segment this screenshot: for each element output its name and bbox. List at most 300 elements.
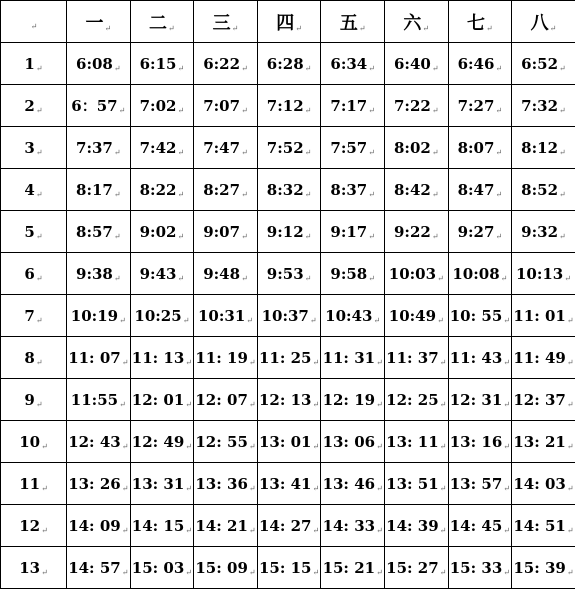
time-cell-text: 12: 25: [386, 390, 439, 409]
paragraph-mark-icon: ↵: [185, 525, 192, 535]
paragraph-mark-icon: ↵: [35, 63, 43, 73]
time-cell-text: 9:17: [330, 222, 368, 241]
time-cell-text: 10: 55: [449, 306, 503, 325]
time-cell-text: 8:07: [457, 138, 495, 157]
time-cell: [130, 547, 194, 589]
time-cell-text: 13: 36: [195, 474, 248, 493]
time-cell-text: 9:02: [139, 222, 177, 241]
paragraph-mark-icon: ↵: [486, 23, 493, 33]
paragraph-mark-icon: ↵: [41, 567, 48, 577]
table-row: [1, 295, 575, 337]
column-header-text: 六: [403, 12, 422, 34]
column-header-text: 八: [530, 12, 549, 34]
time-cell: [384, 547, 448, 589]
paragraph-mark-icon: ↵: [182, 315, 190, 325]
row-number-text: 12: [19, 516, 41, 535]
time-cell: [130, 295, 194, 337]
time-cell-text: 14: 03: [513, 474, 566, 493]
header-row: [1, 1, 575, 43]
time-cell-text: 13: 41: [258, 474, 312, 493]
paragraph-mark-icon: ↵: [312, 399, 320, 409]
table-row: [1, 337, 575, 379]
paragraph-mark-icon: ↵: [35, 357, 43, 367]
time-cell: [448, 463, 512, 505]
time-cell-text: 10:03: [388, 264, 437, 283]
row-number: [1, 463, 67, 505]
time-cell: [194, 505, 258, 547]
time-cell: [257, 169, 321, 211]
time-cell-text: 10:08: [452, 264, 500, 283]
paragraph-mark-icon: ↵: [231, 23, 239, 33]
time-cell: [321, 169, 385, 211]
paragraph-mark-icon: ↵: [439, 399, 447, 409]
time-cell: [384, 379, 448, 421]
time-cell-text: 8:22: [139, 180, 177, 199]
time-cell: [257, 463, 321, 505]
time-cell: [512, 169, 575, 211]
time-cell: [512, 337, 575, 379]
time-cell: [67, 169, 131, 211]
table-row: [1, 379, 575, 421]
paragraph-mark-icon: ↵: [312, 525, 320, 535]
row-number-text: 3: [24, 138, 35, 157]
row-number: [1, 337, 67, 379]
time-cell: [67, 379, 131, 421]
paragraph-mark-icon: ↵: [248, 441, 256, 451]
time-cell-text: 7:07: [203, 96, 241, 115]
time-cell: [130, 169, 194, 211]
time-cell-text: 14: 45: [449, 516, 503, 535]
time-cell: [321, 127, 385, 169]
time-cell-text: 14: 57: [68, 558, 121, 577]
paragraph-mark-icon: ↵: [312, 357, 320, 367]
paragraph-mark-icon: ↵: [495, 189, 503, 199]
time-cell-text: 14: 09: [68, 516, 121, 535]
row-number: [1, 379, 67, 421]
paragraph-mark-icon: ↵: [376, 441, 383, 451]
row-number-text: 6: [24, 264, 35, 283]
time-cell-text: 9:48: [203, 264, 241, 283]
paragraph-mark-icon: ↵: [119, 315, 126, 325]
time-cell-text: 13: 46: [322, 474, 376, 493]
time-cell-text: 8:57: [76, 222, 113, 241]
table-row: [1, 85, 575, 127]
paragraph-mark-icon: ↵: [119, 399, 126, 409]
corner-cell: [1, 1, 67, 43]
paragraph-mark-icon: ↵: [177, 63, 185, 73]
time-cell-text: 15: 27: [386, 558, 439, 577]
paragraph-mark-icon: ↵: [113, 147, 121, 157]
paragraph-mark-icon: ↵: [241, 105, 248, 115]
column-header-text: 三: [212, 12, 231, 34]
paragraph-mark-icon: ↵: [177, 147, 185, 157]
paragraph-mark-icon: ↵: [185, 357, 192, 367]
row-number: [1, 85, 67, 127]
paragraph-mark-icon: ↵: [304, 273, 312, 283]
time-cell-text: 8:27: [203, 180, 241, 199]
time-cell: [512, 421, 575, 463]
time-cell: [321, 43, 385, 85]
time-cell-text: 11: 49: [513, 348, 566, 367]
paragraph-mark-icon: ↵: [121, 525, 129, 535]
time-cell-text: 13: 26: [68, 474, 121, 493]
table-row: [1, 547, 575, 589]
time-cell: [448, 337, 512, 379]
time-cell-text: 8:32: [266, 180, 304, 199]
time-cell: [194, 337, 258, 379]
time-cell-text: 10:25: [134, 306, 182, 325]
column-header: [130, 1, 194, 43]
paragraph-mark-icon: ↵: [431, 147, 439, 157]
time-cell-text: 8:52: [521, 180, 559, 199]
paragraph-mark-icon: ↵: [437, 315, 444, 325]
paragraph-mark-icon: ↵: [41, 441, 48, 451]
paragraph-mark-icon: ↵: [431, 189, 439, 199]
paragraph-mark-icon: ↵: [246, 315, 253, 325]
paragraph-mark-icon: ↵: [495, 231, 503, 241]
time-cell-text: 11: 07: [68, 348, 121, 367]
time-cell: [384, 295, 448, 337]
column-header: [194, 1, 258, 43]
time-cell-text: 6:46: [457, 54, 495, 73]
time-cell: [448, 253, 512, 295]
time-cell-text: 12: 13: [258, 390, 312, 409]
paragraph-mark-icon: ↵: [295, 23, 302, 33]
column-header: [67, 1, 131, 43]
paragraph-mark-icon: ↵: [241, 189, 248, 199]
time-cell: [448, 505, 512, 547]
time-cell: [194, 421, 258, 463]
row-number: [1, 127, 67, 169]
time-cell-text: 9:12: [266, 222, 304, 241]
row-number: [1, 43, 67, 85]
time-cell: [130, 505, 194, 547]
paragraph-mark-icon: ↵: [177, 273, 185, 283]
timetable-body: [1, 1, 575, 589]
time-cell-text: 15: 09: [195, 558, 248, 577]
time-cell: [67, 337, 131, 379]
time-cell-text: 10:43: [325, 306, 373, 325]
time-cell: [321, 421, 385, 463]
time-cell-text: 13: 16: [449, 432, 503, 451]
time-cell: [257, 43, 321, 85]
paragraph-mark-icon: ↵: [439, 441, 447, 451]
paragraph-mark-icon: ↵: [439, 567, 447, 577]
paragraph-mark-icon: ↵: [437, 273, 444, 283]
paragraph-mark-icon: ↵: [439, 483, 447, 493]
paragraph-mark-icon: ↵: [376, 357, 383, 367]
time-cell: [67, 505, 131, 547]
paragraph-mark-icon: ↵: [241, 231, 248, 241]
paragraph-mark-icon: ↵: [35, 189, 43, 199]
time-cell: [194, 253, 258, 295]
time-cell: [512, 253, 575, 295]
paragraph-mark-icon: ↵: [35, 105, 43, 115]
paragraph-mark-icon: ↵: [559, 147, 566, 157]
paragraph-mark-icon: ↵: [113, 231, 121, 241]
row-number-text: 1: [24, 54, 35, 73]
paragraph-mark-icon: ↵: [185, 567, 192, 577]
paragraph-mark-icon: ↵: [431, 105, 439, 115]
paragraph-mark-icon: ↵: [304, 189, 312, 199]
time-cell: [384, 505, 448, 547]
time-cell-text: 12: 19: [322, 390, 376, 409]
paragraph-mark-icon: ↵: [185, 483, 192, 493]
time-cell: [512, 211, 575, 253]
paragraph-mark-icon: ↵: [118, 106, 126, 115]
paragraph-mark-icon: ↵: [241, 273, 248, 283]
time-cell: [130, 421, 194, 463]
paragraph-mark-icon: ↵: [431, 63, 439, 73]
row-number: [1, 169, 67, 211]
time-cell: [512, 547, 575, 589]
time-cell: [194, 43, 258, 85]
column-header: [512, 1, 575, 43]
time-cell-text: 13: 11: [386, 432, 439, 451]
paragraph-mark-icon: ↵: [121, 357, 129, 367]
time-cell: [384, 169, 448, 211]
time-cell: [67, 547, 131, 589]
paragraph-mark-icon: ↵: [177, 189, 185, 199]
paragraph-mark-icon: ↵: [121, 567, 129, 577]
paragraph-mark-icon: ↵: [495, 147, 503, 157]
time-cell-text: 10:13: [515, 264, 564, 283]
paragraph-mark-icon: ↵: [566, 357, 574, 367]
time-cell: [384, 127, 448, 169]
paragraph-mark-icon: ↵: [113, 189, 121, 199]
time-cell: [194, 85, 258, 127]
time-cell-text: 7:42: [139, 138, 177, 157]
time-cell: [257, 421, 321, 463]
time-cell: [130, 43, 194, 85]
time-cell: [448, 421, 512, 463]
time-cell: [448, 295, 512, 337]
time-cell: [448, 85, 512, 127]
time-cell: [512, 463, 575, 505]
time-cell-text: 12: 01: [131, 390, 185, 409]
row-number: [1, 253, 67, 295]
row-number: [1, 547, 67, 589]
time-cell-text: 11: 01: [513, 306, 566, 325]
row-number-text: 2: [24, 96, 35, 115]
time-cell-text: 7:37: [76, 138, 113, 157]
paragraph-mark-icon: ↵: [566, 483, 574, 493]
paragraph-mark-icon: ↵: [104, 23, 112, 33]
time-cell-text: 8:17: [76, 180, 113, 199]
paragraph-mark-icon: ↵: [495, 105, 503, 115]
time-cell: [321, 547, 385, 589]
row-number-text: 10: [19, 432, 41, 451]
time-cell: [321, 85, 385, 127]
time-cell: [384, 421, 448, 463]
time-cell-text: 13: 06: [322, 432, 376, 451]
time-cell: [67, 127, 131, 169]
time-cell-text: 7:47: [203, 138, 241, 157]
time-cell-text: 11:55: [70, 390, 119, 409]
time-cell: [257, 505, 321, 547]
time-cell-text: 9:32: [521, 222, 559, 241]
time-cell: [130, 463, 194, 505]
paragraph-mark-icon: ↵: [564, 273, 571, 283]
time-cell-text: 13: 57: [449, 474, 503, 493]
paragraph-mark-icon: ↵: [312, 567, 320, 577]
time-cell-text: 6:52: [521, 54, 559, 73]
time-cell: [321, 211, 385, 253]
time-cell-text: 6：57: [71, 97, 118, 115]
time-cell: [321, 379, 385, 421]
paragraph-mark-icon: ↵: [35, 147, 43, 157]
column-header: [384, 1, 448, 43]
paragraph-mark-icon: ↵: [566, 315, 574, 325]
paragraph-mark-icon: ↵: [373, 315, 381, 325]
time-cell: [130, 85, 194, 127]
paragraph-mark-icon: ↵: [304, 105, 312, 115]
paragraph-mark-icon: ↵: [30, 22, 38, 31]
time-cell: [512, 43, 575, 85]
time-cell-text: 6:15: [139, 54, 177, 73]
time-cell-text: 6:34: [330, 54, 368, 73]
time-cell-text: 8:47: [457, 180, 495, 199]
paragraph-mark-icon: ↵: [121, 483, 129, 493]
paragraph-mark-icon: ↵: [41, 525, 48, 535]
time-cell-text: 7:27: [457, 96, 495, 115]
table-row: [1, 127, 575, 169]
time-cell: [257, 295, 321, 337]
time-cell: [67, 253, 131, 295]
paragraph-mark-icon: ↵: [113, 63, 121, 73]
paragraph-mark-icon: ↵: [35, 231, 43, 241]
time-cell-text: 14: 27: [258, 516, 312, 535]
time-cell: [130, 253, 194, 295]
paragraph-mark-icon: ↵: [241, 63, 248, 73]
time-cell: [512, 85, 575, 127]
paragraph-mark-icon: ↵: [549, 23, 557, 33]
table-row: [1, 253, 575, 295]
paragraph-mark-icon: ↵: [185, 441, 192, 451]
paragraph-mark-icon: ↵: [177, 231, 185, 241]
time-cell-text: 7:32: [521, 96, 559, 115]
time-cell: [321, 295, 385, 337]
time-cell: [384, 211, 448, 253]
paragraph-mark-icon: ↵: [376, 483, 383, 493]
time-cell: [67, 43, 131, 85]
time-cell-text: 14: 33: [322, 516, 376, 535]
time-cell: [512, 379, 575, 421]
column-header-text: 七: [467, 12, 485, 34]
paragraph-mark-icon: ↵: [304, 231, 312, 241]
column-header: [448, 1, 512, 43]
paragraph-mark-icon: ↵: [376, 525, 383, 535]
time-cell: [448, 211, 512, 253]
time-cell-text: 7:22: [393, 96, 431, 115]
paragraph-mark-icon: ↵: [503, 399, 510, 409]
paragraph-mark-icon: ↵: [248, 567, 256, 577]
paragraph-mark-icon: ↵: [35, 315, 43, 325]
paragraph-mark-icon: ↵: [368, 189, 375, 199]
time-cell: [257, 127, 321, 169]
time-cell: [194, 379, 258, 421]
paragraph-mark-icon: ↵: [566, 525, 574, 535]
time-cell-text: 9:53: [266, 264, 304, 283]
paragraph-mark-icon: ↵: [368, 231, 375, 241]
time-cell: [321, 253, 385, 295]
time-cell-text: 7:02: [139, 96, 177, 115]
time-cell-text: 15: 15: [258, 558, 312, 577]
time-cell: [67, 85, 131, 127]
time-cell-text: 13: 01: [258, 432, 312, 451]
column-header: [321, 1, 385, 43]
time-cell-text: 14: 21: [195, 516, 248, 535]
paragraph-mark-icon: ↵: [304, 147, 312, 157]
time-cell: [130, 127, 194, 169]
time-cell-text: 11: 31: [322, 348, 376, 367]
time-cell-text: 8:02: [393, 138, 431, 157]
time-cell: [448, 547, 512, 589]
time-cell: [321, 337, 385, 379]
paragraph-mark-icon: ↵: [248, 399, 256, 409]
paragraph-mark-icon: ↵: [312, 483, 320, 493]
paragraph-mark-icon: ↵: [559, 63, 566, 73]
time-cell-text: 15: 03: [131, 558, 185, 577]
time-cell: [448, 379, 512, 421]
time-cell: [384, 463, 448, 505]
time-cell-text: 7:57: [330, 138, 368, 157]
time-cell-text: 9:07: [203, 222, 241, 241]
time-cell-text: 6:08: [76, 54, 113, 73]
time-cell-text: 9:58: [330, 264, 368, 283]
row-number: [1, 295, 67, 337]
column-header: [257, 1, 321, 43]
time-cell-text: 15: 39: [513, 558, 566, 577]
time-cell-text: 9:22: [393, 222, 431, 241]
time-cell: [512, 295, 575, 337]
time-cell: [384, 85, 448, 127]
time-cell-text: 9:27: [457, 222, 495, 241]
paragraph-mark-icon: ↵: [503, 315, 510, 325]
paragraph-mark-icon: ↵: [559, 105, 566, 115]
time-cell: [194, 547, 258, 589]
time-cell: [512, 127, 575, 169]
paragraph-mark-icon: ↵: [376, 567, 383, 577]
paragraph-mark-icon: ↵: [113, 273, 121, 283]
paragraph-mark-icon: ↵: [500, 273, 508, 283]
paragraph-mark-icon: ↵: [35, 399, 43, 409]
time-cell-text: 7:17: [330, 96, 368, 115]
time-cell: [67, 211, 131, 253]
time-cell: [512, 505, 575, 547]
time-cell-text: 10:49: [388, 306, 437, 325]
paragraph-mark-icon: ↵: [248, 357, 256, 367]
time-cell-text: 8:12: [521, 138, 559, 157]
paragraph-mark-icon: ↵: [376, 399, 383, 409]
time-cell: [448, 169, 512, 211]
paragraph-mark-icon: ↵: [312, 441, 320, 451]
time-cell-text: 14: 39: [386, 516, 439, 535]
time-cell-text: 8:42: [393, 180, 431, 199]
row-number: [1, 505, 67, 547]
paragraph-mark-icon: ↵: [358, 23, 366, 33]
time-cell: [194, 463, 258, 505]
time-cell-text: 12: 37: [513, 390, 566, 409]
paragraph-mark-icon: ↵: [177, 105, 185, 115]
paragraph-mark-icon: ↵: [566, 399, 574, 409]
time-cell: [384, 337, 448, 379]
time-cell-text: 15: 21: [322, 558, 376, 577]
time-cell: [257, 379, 321, 421]
time-cell-text: 9:43: [139, 264, 177, 283]
time-cell-text: 11: 37: [386, 348, 439, 367]
paragraph-mark-icon: ↵: [248, 483, 256, 493]
